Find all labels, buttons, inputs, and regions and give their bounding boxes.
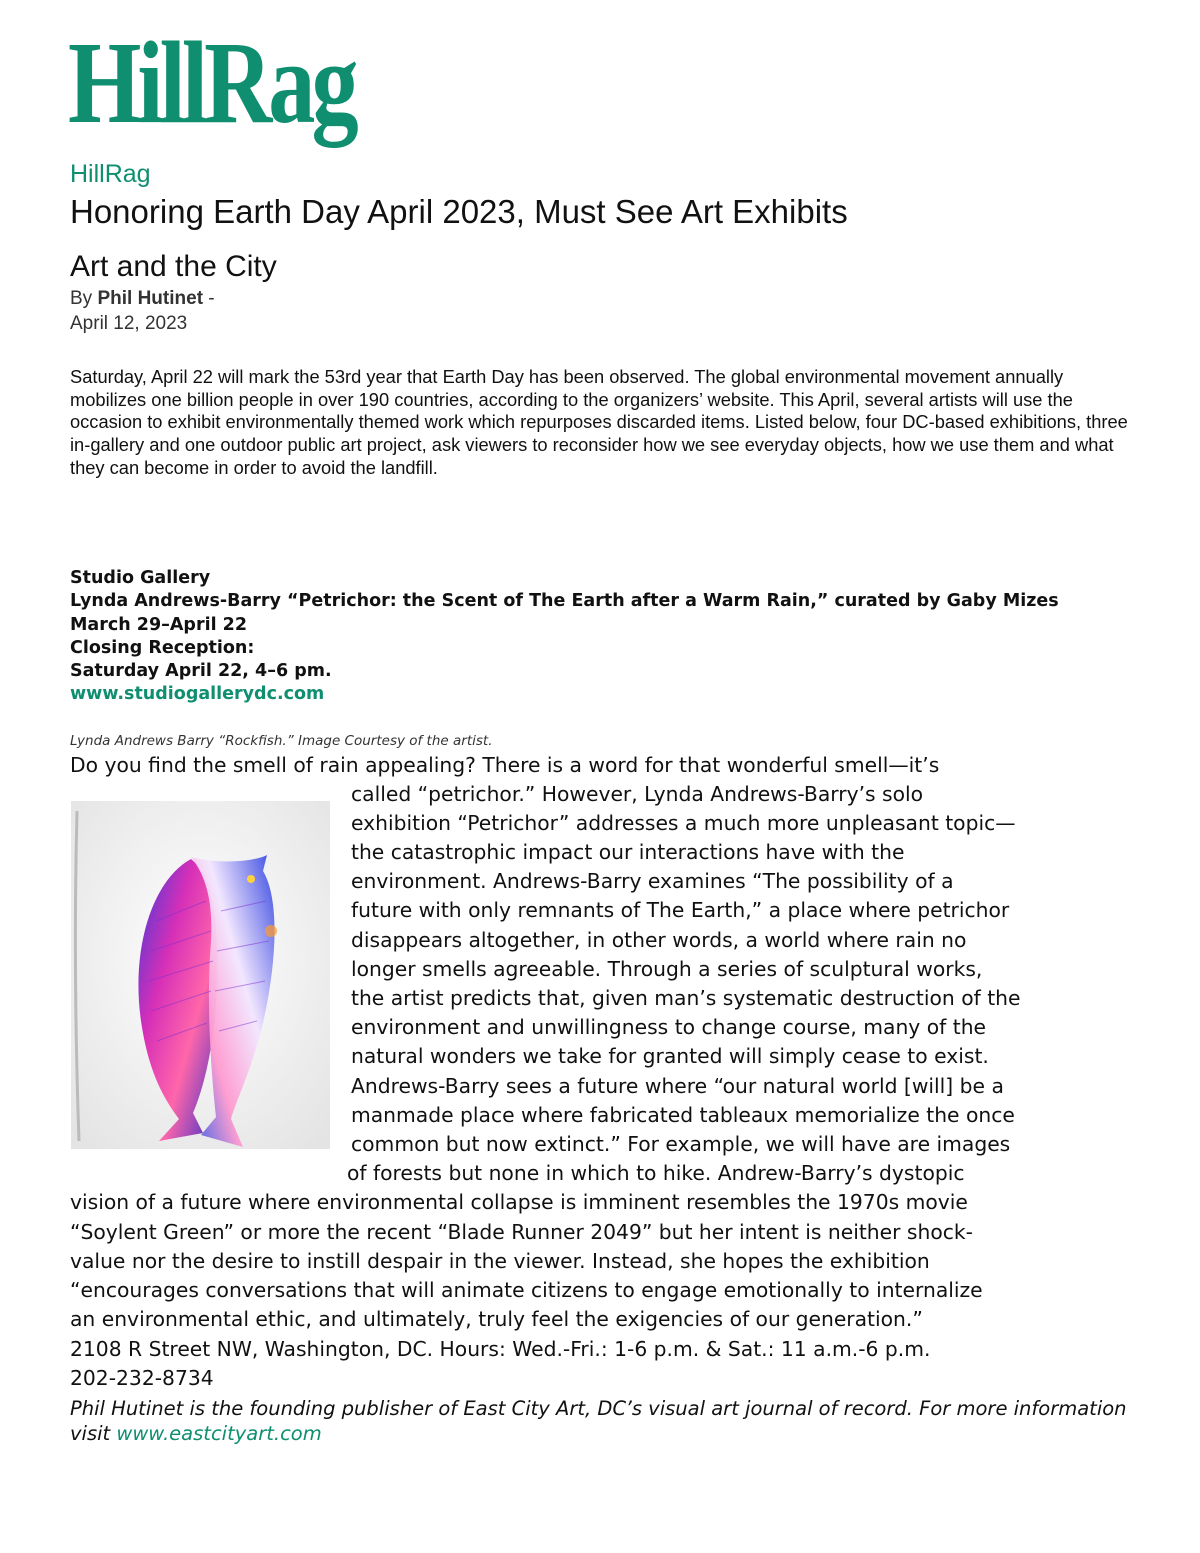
byline bbox=[70, 288, 215, 310]
eastcityart-link[interactable]: www.eastcityart.com bbox=[116, 1422, 322, 1445]
body-line: environment and unwillingness to change course, many of the bbox=[351, 1015, 987, 1039]
body-line: disappears altogether, in other words, a world where rain no bbox=[351, 928, 967, 952]
reception-time: Saturday April 22, 4–6 pm. bbox=[70, 661, 332, 682]
author-bio bbox=[70, 1396, 1150, 1446]
intro-paragraph: Saturday, April 22 will mark the 53rd year that Earth Day has been observed. The global environmental movement annually mobilizes one billion people in over 190 countries, according to the organizers’ website. This April, several artists will use the occasion to exhibit environmentally themed work which repurposes discarded items. Listed below, four DC-based exhibitions, three in-gallery and one outdoor public art project, ask viewers to reconsider how we see everyday objects, how we use them and what they can become in order to avoid the landfill. bbox=[70, 366, 1128, 478]
gallery-website-link[interactable]: www.studiogallerydc.com bbox=[70, 684, 325, 705]
body-line: common but now extinct.” For example, we will have are images bbox=[351, 1132, 1011, 1156]
body-line: environment. Andrews-Barry examines “The possibility of a bbox=[351, 869, 954, 893]
byline-prefix: By bbox=[70, 288, 93, 309]
body-line: Do you find the smell of rain appealing? There is a word for that wonderful smell—it’s bbox=[70, 753, 940, 777]
body-line: the catastrophic impact our interactions have with the bbox=[351, 840, 905, 864]
body-line: the artist predicts that, given man’s systematic destruction of the bbox=[351, 986, 1021, 1010]
fish-eye bbox=[247, 875, 255, 883]
venue-name: Studio Gallery bbox=[70, 568, 211, 588]
publish-date: April 12, 2023 bbox=[70, 313, 188, 334]
body-line: manmade place where fabricated tableaux memorialize the once bbox=[351, 1103, 1015, 1127]
hillrag-logo[interactable]: HillRag bbox=[68, 17, 355, 148]
publication-name: HillRag bbox=[70, 160, 151, 188]
exhibition-title: Lynda Andrews-Barry “Petrichor: the Scent of The Earth after a Warm Rain,” curated by Gaby Mizes bbox=[70, 591, 1059, 612]
body-line: value nor the desire to instill despair in the viewer. Instead, she hopes the exhibition bbox=[70, 1249, 930, 1273]
exhibition-info bbox=[70, 567, 1140, 707]
body-line: an environmental ethic, and ultimately, truly feel the exigencies of our generation.” bbox=[70, 1307, 923, 1331]
author-bio-text: Phil Hutinet is the founding publisher of East City Art, DC’s visual art journal of record. For more information visit bbox=[70, 1397, 1127, 1445]
body-line: exhibition “Petrichor” addresses a much more unpleasant topic— bbox=[351, 811, 1016, 835]
section-title: Art and the City bbox=[70, 250, 277, 283]
body-line: “encourages conversations that will animate citizens to engage emotionally to internalize bbox=[70, 1278, 983, 1302]
reception-label: Closing Reception: bbox=[70, 637, 255, 658]
body-line: future with only remnants of The Earth,” a place where petrichor bbox=[351, 898, 1010, 922]
rockfish-artwork-image bbox=[71, 801, 330, 1149]
body-line: of forests but none in which to hike. Andrew-Barry’s dystopic bbox=[347, 1161, 965, 1185]
body-line: natural wonders we take for granted will simply cease to exist. bbox=[351, 1044, 989, 1068]
page-title: Honoring Earth Day April 2023, Must See Art Exhibits bbox=[70, 193, 848, 230]
body-line: Andrews-Barry sees a future where “our natural world [will] be a bbox=[351, 1074, 1004, 1098]
gallery-address: 2108 R Street NW, Washington, DC. Hours: Wed.-Fri.: 1-6 p.m. & Sat.: 11 a.m.-6 p.m. bbox=[70, 1337, 931, 1361]
body-line: vision of a future where environmental collapse is imminent resembles the 1970s movie bbox=[70, 1190, 968, 1214]
body-line: called “petrichor.” However, Lynda Andrews-Barry’s solo bbox=[351, 782, 924, 806]
fish-color-spot bbox=[265, 925, 277, 937]
exhibition-dates: March 29–April 22 bbox=[70, 614, 248, 635]
byline-suffix: - bbox=[203, 288, 215, 309]
author-name[interactable]: Phil Hutinet bbox=[97, 288, 204, 309]
image-caption: Lynda Andrews Barry “Rockfish.” Image Courtesy of the artist. bbox=[70, 733, 493, 749]
gallery-phone: 202-232-8734 bbox=[70, 1366, 214, 1390]
body-line: “Soylent Green” or more the recent “Blade Runner 2049” but her intent is neither shock- bbox=[70, 1220, 973, 1244]
body-line: longer smells agreeable. Through a series of sculptural works, bbox=[351, 957, 983, 981]
